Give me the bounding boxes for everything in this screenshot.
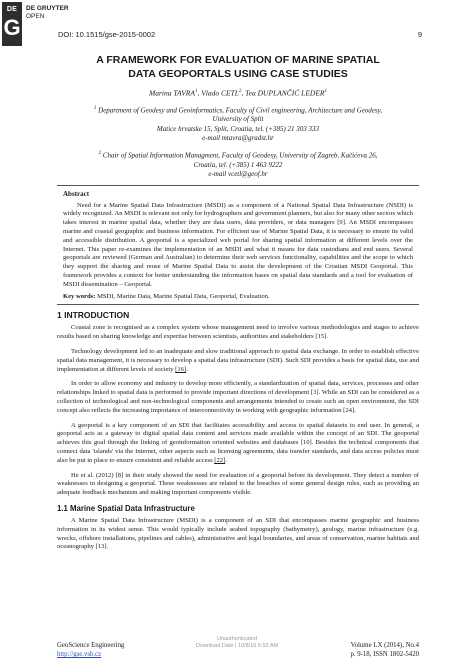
paragraph: He et al. (2012) [8] in their study showed the need for evaluation of a geoportal before its development. They detect a number of weaknesses in designing a geoportal. These weaknesses are related to the breaches of some general design rules, such as providing an adequate feedback mechanism and making important components visible.: [57, 471, 419, 497]
keywords-label: Key words:: [63, 292, 96, 300]
affiliation-line: Department of Geodesy and Geoinformatics, Faculty of Civil engineering, Architecture and Geodesy,: [98, 105, 383, 114]
doi-text: DOI: 10.1515/gse-2015-0002: [58, 30, 156, 39]
paragraph-end: .: [225, 456, 227, 464]
paragraph: Coastal zone is recognised as a complex system whose management need to involve various methodologies and stages to achieve results based on sharing knowledge and expertise between scientists, authorities and stakeholders [15].: [57, 324, 419, 341]
footer-journal: [57, 641, 124, 659]
journal-url-link[interactable]: http://gse.vsb.cz: [57, 651, 102, 658]
paragraph: A Marine Spatial Data Infrastructure (MSDI) is a component of an SDI that encompasses marine geographic and business information in its widest sense. This would typically include seabed topography (bathymetry), geology, marine infrastructure (e.g. wrecks, offshore installations, pipelines and cables), administrative and legal boundaries, and areas of conservation, marine habitats and oceanography [13].: [57, 516, 419, 551]
keywords: [63, 293, 413, 302]
author-sup: 2: [238, 89, 242, 94]
affiliation-1: [57, 104, 419, 144]
affiliation-sup: 1: [93, 105, 97, 111]
title-line-1: A FRAMEWORK FOR EVALUATION OF MARINE SPATIAL: [96, 54, 380, 66]
paragraph-text: Technology development led to an inadequate and slow traditional approach to spatial data exchange. In order to establish effective spatial data management, it is necessary to develop a spatial data infrastructure (SDI). Such SDI provides a basis for spatial data, use and implementation at different levels of society: [57, 348, 419, 373]
watermark-line: Download Date | 10/8/16 6:53 AM: [195, 643, 279, 649]
paragraph: [57, 422, 419, 466]
affiliation-line: Croatia, tel. (+385) 1 463 9222: [193, 160, 283, 169]
watermark-line: Unauthenticated: [216, 636, 258, 642]
affiliation-line: University of Split: [212, 115, 264, 124]
affiliation-2: [57, 149, 419, 180]
author-sup: 1: [194, 89, 198, 94]
affiliation-line: Chair of Spatial Information Managment, Faculty of Geodesy, University of Zagreb, Kačićeva 26,: [102, 151, 378, 160]
citation-link[interactable]: [16]: [175, 365, 187, 373]
publisher-label: [26, 5, 69, 21]
author-separator: ,: [197, 88, 202, 98]
paragraph: In order to allow economy and industry to develop more efficiently, a standardization of spatial data, services, processes and other relationships linked to spatial data is performed to provide important directions of development [3]. While an SDI can be considered as a collection of technological and non-technological components and arrangements intended to create such an open environment, the SDI concept also reflects the increasing importance of interconnectivity in working with geographic information [24].: [57, 380, 419, 414]
abstract-heading: Abstract: [63, 189, 90, 198]
volume-info: Volume LX (2014), No.4: [350, 642, 419, 649]
paragraph: [57, 348, 419, 374]
author-sup: 1: [324, 89, 327, 94]
article-body: [57, 46, 419, 558]
publisher-sub: OPEN: [26, 13, 45, 20]
citation-link[interactable]: [22]: [214, 456, 226, 464]
abstract-box: [57, 185, 419, 306]
title-line-2: DATA GEOPORTALS USING CASE STUDIES: [128, 67, 348, 80]
affiliation-line: Matice hrvatske 15, Split, Croatia, tel. (+385) 21 303 333: [156, 124, 320, 133]
section-heading-introduction: 1 INTRODUCTION: [57, 310, 130, 321]
author-separator: ,: [241, 88, 246, 98]
keywords-list: MSDI, Marine Data, Marine Spatial Data, Geoportal, Evaluation.: [95, 292, 270, 300]
page-number: 9: [417, 30, 422, 39]
subsection-heading-msdi: 1.1 Marine Spatial Data Infrastructure: [57, 503, 195, 513]
logo-text-de: DE: [6, 6, 18, 13]
abstract-text: Need for a Marine Spatial Data Infrastructure (MSDI) as a component of a National Spatial Data Infrastructure (NSDI) is widely recognized. An MSDI is relevant not only for hydrographers and government planners, but also for many other sectors which takes interest in marine spatial data, whether they are data users, data providers, or data managers [9]. An MSDI encompasses marine and coastal geographic and business information. For efficient use of Marine Spatial Data, it is necessary to ensure its valid and accessible distribution. A geoportal is a specialized web portal for sharing spatial information at different levels over the Internet. This paper re-examines the implementation of an MSDI and what it means for data custodians and end users. Several geoportals are reviewed (German and Australian) to determine their web services functionality, capabilities and the scope to which they support the sharing and reuse of Marine Spatial Data to assist the development of the Croatian MSDI Geoportal. This framework provides a context for better understanding the information bases on spatial data standards and a tool for evaluation of MSDI dissemination – Geoportal.: [63, 201, 413, 288]
paragraph-end: .: [186, 365, 188, 373]
footer-volume: [350, 641, 419, 659]
pages-issn: p. 9-18, ISSN 1802-5420: [350, 651, 419, 658]
publisher-logo: [2, 2, 22, 46]
logo-text-g: G: [3, 15, 21, 40]
affiliation-email: e-mail vcetl@geof.hr: [208, 170, 268, 179]
affiliation-sup: 2: [98, 150, 102, 156]
affiliation-email: e-mail mtavra@gradst.hr: [202, 134, 274, 143]
paper-title: [63, 54, 413, 81]
author-name: Marina TAVRA: [149, 88, 195, 98]
author-name: Vlado CETL: [201, 88, 239, 98]
paragraph-text: A geoportal is a key component of an SDI that facilitates accessibility and access to spatial datasets to end user. In general, a geoportal acts as a gateway to digital spatial data content and services made available within the concept of an SDI. The geoportal achieves this goal through the linking of geoinformation oriented websites and databases [10]. Besides the technical components that connect data 'islands' via the Internet, other aspects such as licensing agreements, data transfer standards, and data access policies must also be put in place to ensure consistent and reliable access: [57, 421, 419, 464]
publisher-name: DE GRUYTER: [26, 5, 69, 12]
author-name: Tea DUPLANČIĆ LEDER: [245, 88, 325, 98]
author-list: [57, 87, 419, 99]
journal-name: GeoScience Engineering: [57, 642, 125, 649]
